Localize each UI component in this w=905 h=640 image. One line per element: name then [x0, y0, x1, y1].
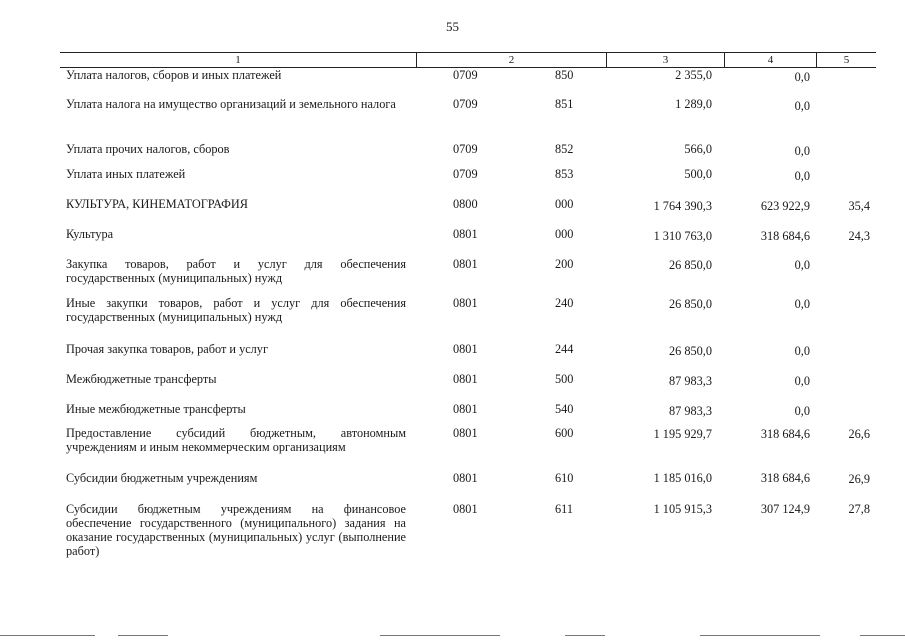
row-expense-type: 000: [555, 197, 574, 211]
row-plan-value: 1 310 763,0: [653, 229, 712, 243]
row-percent: 24,3: [848, 229, 870, 243]
row-name: Предоставление субсидий бюджетным, автономным учреждениям и иным некоммерческим организациям: [66, 426, 406, 454]
row-name: Иные закупки товаров, работ и услуг для обеспечения государственных (муниципальных) нужд: [66, 296, 406, 324]
row-section-code: 0801: [453, 372, 478, 386]
row-section-code: 0801: [453, 502, 478, 516]
header-col-1: 1: [235, 54, 241, 66]
row-executed-value: 0,0: [794, 144, 810, 158]
row-expense-type: 853: [555, 167, 574, 181]
row-executed-value: 318 684,6: [760, 427, 810, 441]
row-expense-type: 540: [555, 402, 574, 416]
row-executed-value: 0,0: [794, 258, 810, 272]
row-name: Закупка товаров, работ и услуг для обеспечения государственных (муниципальных) нужд: [66, 257, 406, 285]
row-percent: 35,4: [848, 199, 870, 213]
row-executed-value: 623 922,9: [760, 199, 810, 213]
row-expense-type: 600: [555, 426, 574, 440]
row-plan-value: 26 850,0: [668, 344, 712, 358]
row-section-code: 0801: [453, 426, 478, 440]
row-percent: 26,9: [848, 472, 870, 486]
row-executed-value: 318 684,6: [760, 471, 810, 485]
row-plan-value: 566,0: [684, 142, 712, 156]
scan-mark: [700, 635, 820, 636]
row-expense-type: 244: [555, 342, 574, 356]
row-name: Иные межбюджетные трансферты: [66, 402, 246, 416]
row-executed-value: 307 124,9: [760, 502, 810, 516]
row-section-code: 0801: [453, 402, 478, 416]
row-section-code: 0709: [453, 97, 478, 111]
row-name: Уплата налогов, сборов и иных платежей: [66, 68, 282, 82]
row-expense-type: 240: [555, 296, 574, 310]
scan-mark: [565, 635, 605, 636]
row-plan-value: 26 850,0: [668, 258, 712, 272]
row-expense-type: 200: [555, 257, 574, 271]
row-name: Культура: [66, 227, 114, 241]
row-plan-value: 2 355,0: [675, 68, 712, 82]
row-plan-value: 1 289,0: [675, 97, 712, 111]
row-plan-value: 500,0: [684, 167, 712, 181]
row-percent: 26,6: [848, 427, 870, 441]
row-plan-value: 1 185 016,0: [653, 471, 712, 485]
row-name: Уплата иных платежей: [66, 167, 186, 181]
row-executed-value: 318 684,6: [760, 229, 810, 243]
row-plan-value: 1 764 390,3: [653, 199, 712, 213]
row-name: Уплата налога на имущество организаций и земельного налога: [66, 97, 396, 111]
row-executed-value: 0,0: [794, 297, 810, 311]
header-col-5: 5: [816, 53, 876, 67]
row-section-code: 0709: [453, 142, 478, 156]
row-name: Межбюджетные трансферты: [66, 372, 217, 386]
row-plan-value: 1 195 929,7: [653, 427, 712, 441]
row-expense-type: 851: [555, 97, 574, 111]
row-name: КУЛЬТУРА, КИНЕМАТОГРАФИЯ: [66, 197, 248, 211]
header-col-3: 3: [606, 53, 724, 67]
row-executed-value: 0,0: [794, 70, 810, 84]
row-executed-value: 0,0: [794, 169, 810, 183]
scan-mark: [860, 635, 905, 636]
row-section-code: 0801: [453, 471, 478, 485]
row-expense-type: 850: [555, 68, 574, 82]
row-expense-type: 610: [555, 471, 574, 485]
row-expense-type: 500: [555, 372, 574, 386]
row-name: Уплата прочих налогов, сборов: [66, 142, 230, 156]
row-section-code: 0801: [453, 342, 478, 356]
table-header: [60, 52, 876, 68]
row-section-code: 0709: [453, 68, 478, 82]
row-plan-value: 87 983,3: [668, 404, 712, 418]
row-name: Прочая закупка товаров, работ и услуг: [66, 342, 268, 356]
scan-mark: [0, 635, 95, 636]
row-name: Субсидии бюджетным учреждениям: [66, 471, 258, 485]
row-plan-value: 1 105 915,3: [653, 502, 712, 516]
row-expense-type: 611: [555, 502, 573, 516]
row-section-code: 0800: [453, 197, 478, 211]
row-percent: 27,8: [848, 502, 870, 516]
row-name: Субсидии бюджетным учреждениям на финансовое обеспечение государственного (муниципального) задания на оказание государственных (муниципальных) услуг (выполнение работ): [66, 502, 406, 558]
header-col-2: 2: [416, 53, 606, 67]
row-executed-value: 0,0: [794, 99, 810, 113]
row-section-code: 0801: [453, 296, 478, 310]
row-executed-value: 0,0: [794, 374, 810, 388]
row-executed-value: 0,0: [794, 344, 810, 358]
row-plan-value: 87 983,3: [668, 374, 712, 388]
scan-mark: [380, 635, 500, 636]
row-section-code: 0709: [453, 167, 478, 181]
row-section-code: 0801: [453, 257, 478, 271]
row-expense-type: 852: [555, 142, 574, 156]
row-expense-type: 000: [555, 227, 574, 241]
row-executed-value: 0,0: [794, 404, 810, 418]
row-section-code: 0801: [453, 227, 478, 241]
page-number: 55: [446, 19, 459, 34]
scan-edge-marks: [0, 635, 905, 637]
header-col-4: 4: [724, 53, 816, 67]
scan-mark: [118, 635, 168, 636]
row-plan-value: 26 850,0: [668, 297, 712, 311]
